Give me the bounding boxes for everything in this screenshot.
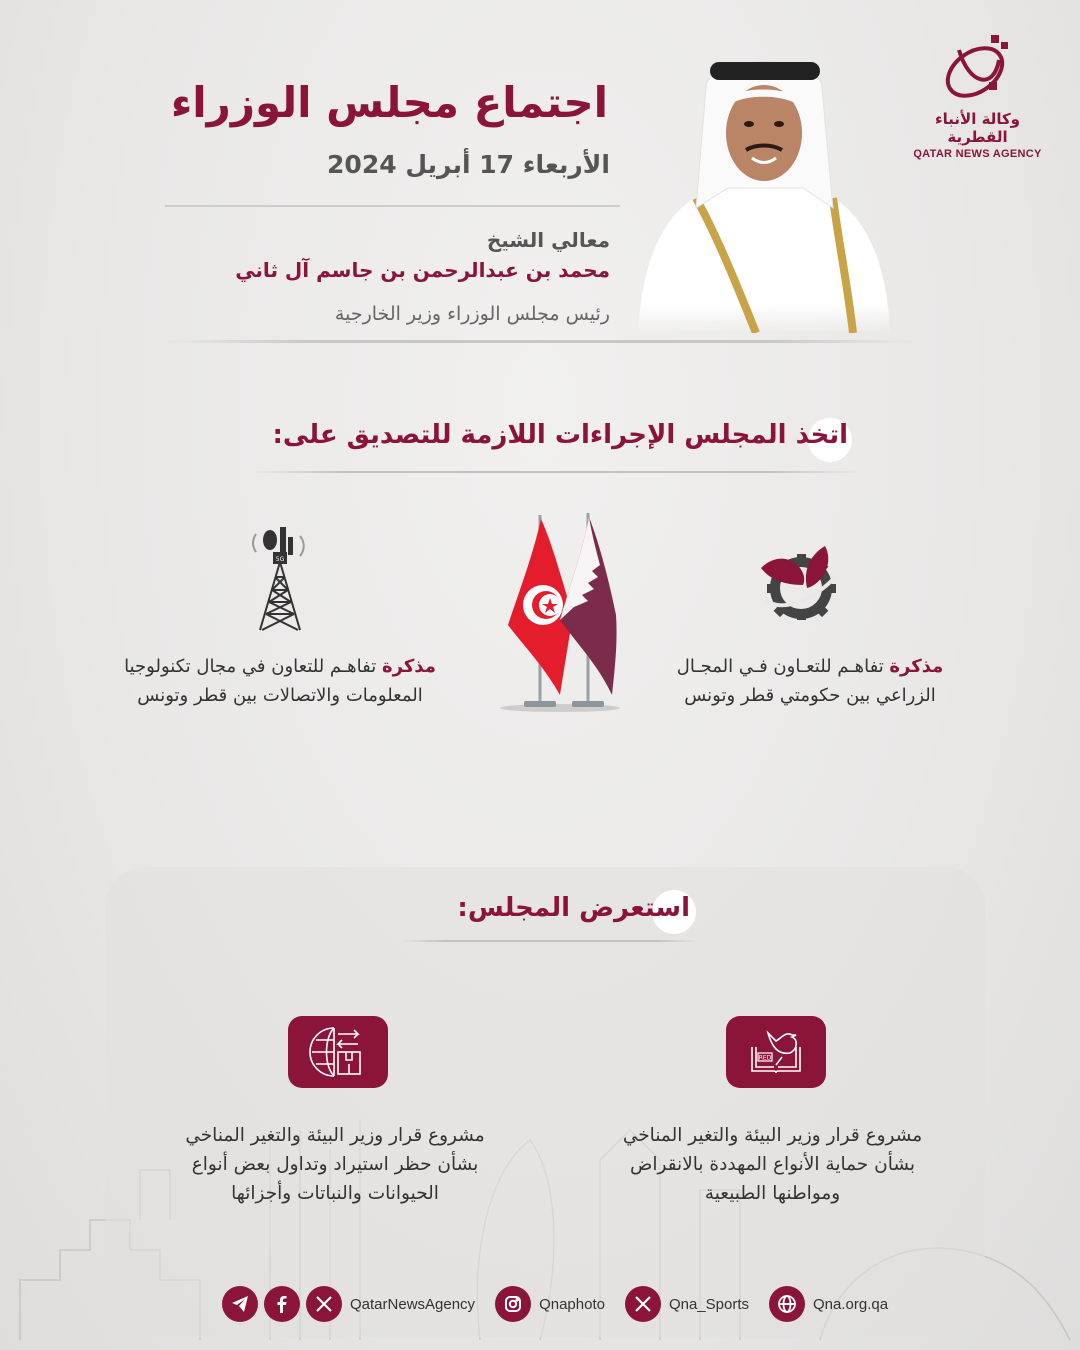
- page-title: اجتماع مجلس الوزراء: [170, 78, 608, 127]
- facebook-icon[interactable]: [264, 1286, 300, 1322]
- telegram-icon[interactable]: [222, 1286, 258, 1322]
- svg-text:5G: 5G: [275, 556, 285, 563]
- meeting-date: الأربعاء 17 أبريل 2024: [327, 150, 610, 179]
- endangered-species-decision-text: مشروع قرار وزير البيئة والتغير المناخي بشأن حماية الأنواع المهددة بالانقراض ومواطنها الطبيعية: [622, 1125, 923, 1204]
- instagram-icon[interactable]: [495, 1286, 531, 1322]
- handle-qnaphoto[interactable]: Qnaphoto: [539, 1295, 605, 1313]
- endangered-species-book-bird-icon: [726, 1016, 826, 1088]
- handle-qatarnewsagency[interactable]: QatarNewsAgency: [350, 1295, 476, 1313]
- chair-honorific: معالي الشيخ: [486, 228, 610, 252]
- qatar-tunisia-flags: [488, 505, 633, 715]
- agriculture-gear-leaf-icon: [755, 540, 840, 620]
- divider: [165, 205, 620, 207]
- review-heading: استعرض المجلس:: [457, 893, 690, 923]
- brand-name-arabic: وكالة الأنباء القطرية: [935, 110, 1020, 146]
- x-icon[interactable]: [625, 1286, 661, 1322]
- handle-qna-sports[interactable]: Qna_Sports: [668, 1295, 749, 1313]
- chair-name: محمد بن عبدالرحمن بن جاسم آل ثاني: [235, 258, 610, 282]
- svg-text:RED: RED: [758, 1054, 772, 1062]
- brand-name-english: QATAR NEWS AGENCY: [913, 148, 1042, 160]
- qna-emblem-icon: [939, 30, 1017, 108]
- highlight-label: مذكرة: [889, 656, 944, 677]
- global-trade-import-icon: [288, 1016, 388, 1088]
- wildlife-trade-ban-decision-text: مشروع قرار وزير البيئة والتغير المناخي بشأن حظر استيراد وتداول بعض أنواع الحيوانات والنباتات وأجزائها: [185, 1125, 485, 1204]
- qna-logo: [905, 30, 1050, 160]
- ratification-heading: اتخذ المجلس الإجراءات اللازمة للتصديق على:: [272, 420, 848, 450]
- divider: [250, 471, 860, 473]
- chair-position: رئيس مجلس الوزراء وزير الخارجية: [334, 303, 610, 325]
- review-panel: [105, 867, 985, 1337]
- agriculture-mou-text: مذكرة تفاهـم للتعـاون فـي المجـال الزراعي بين حكومتي قطر وتونس: [676, 656, 944, 706]
- handle-website[interactable]: Qna.org.qa: [813, 1295, 889, 1313]
- social-footer: [222, 1284, 902, 1324]
- divider: [165, 340, 915, 343]
- globe-icon[interactable]: [769, 1286, 805, 1322]
- x-icon[interactable]: [306, 1286, 342, 1322]
- ict-mou-text: مذكرة تفاهـم للتعاون في مجال تكنولوجيا المعلومات والاتصالات بين قطر وتونس: [124, 656, 436, 706]
- highlight-label: مذكرة: [382, 656, 436, 677]
- prime-minister-portrait: [628, 38, 900, 333]
- telecom-tower-5g-icon: [250, 522, 310, 632]
- divider: [400, 940, 700, 942]
